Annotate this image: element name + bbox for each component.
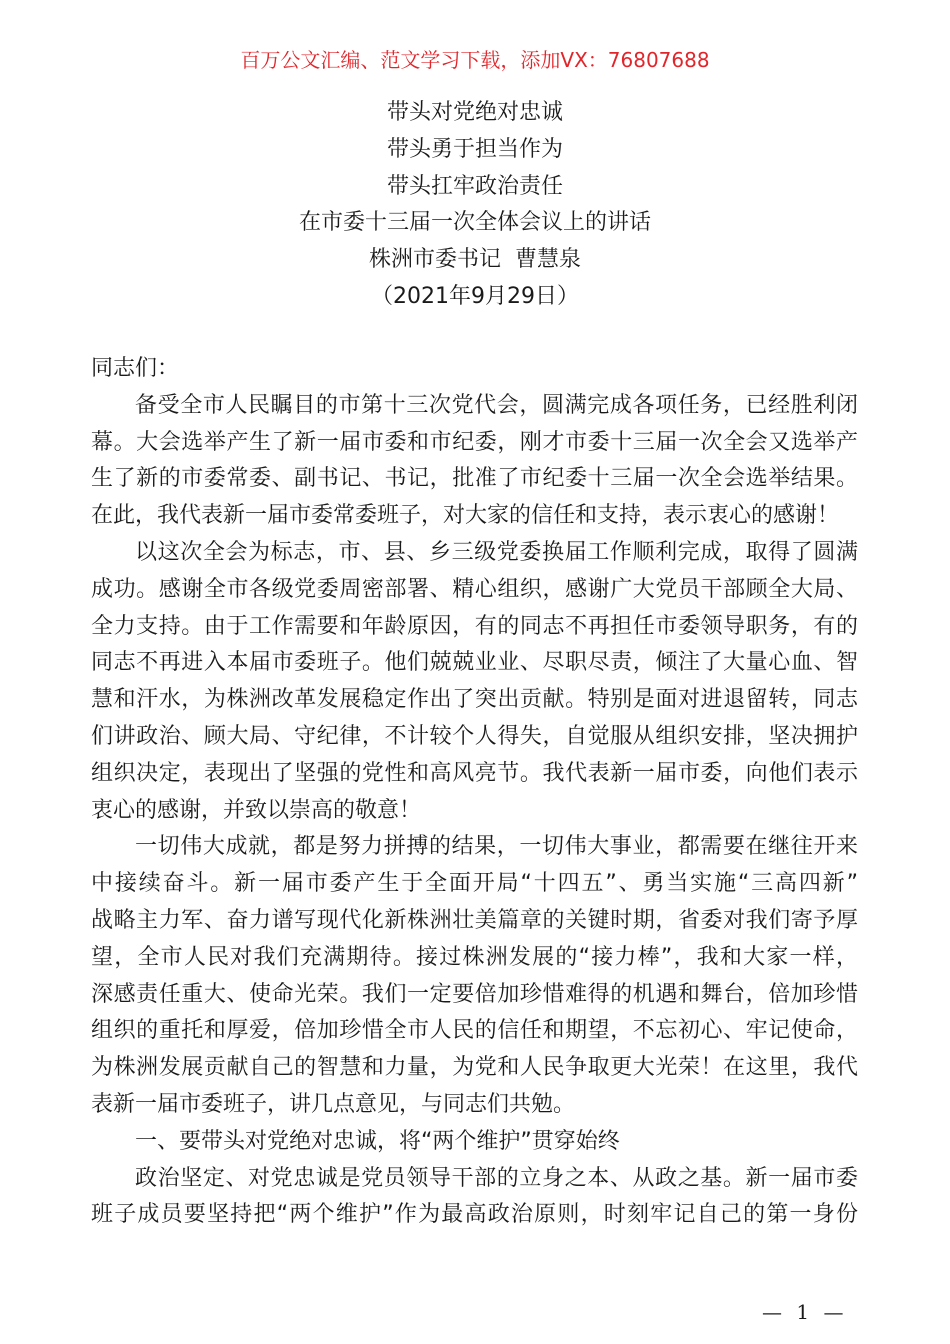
- text-line: 望，全市人民对我们充满期待。接过株洲发展的“接力棒”，我和大家一样，: [91, 944, 858, 970]
- text-line: 以这次全会为标志，市、县、乡三级党委换届工作顺利完成，取得了圆满: [135, 539, 858, 565]
- text-line: 成功。感谢全市各级党委周密部署、精心组织，感谢广大党员干部顾全大局、: [91, 576, 858, 602]
- text-line: 表新一届市委班子，讲几点意见，与同志们共勉。: [91, 1091, 576, 1117]
- text-line: 幕。大会选举产生了新一届市委和市纪委，刚才市委十三届一次全会又选举产: [91, 429, 858, 455]
- text-line: 在此，我代表新一届市委常委班子，对大家的信任和支持，表示衷心的感谢！: [91, 503, 840, 529]
- document-body: [91, 351, 858, 1234]
- text-line: 慧和汗水，为株洲改革发展稳定作出了突出贡献。特别是面对进退留转，同志: [91, 687, 858, 713]
- title-line-2: 带头勇于担当作为: [386, 136, 563, 162]
- watermark-banner: 百万公文汇编、范文学习下载，添加VX：76807688: [240, 48, 710, 72]
- speaker: 株洲市委书记 曹慧泉: [369, 247, 581, 273]
- page-number: — 1 —: [762, 1300, 848, 1324]
- title-block: [0, 95, 950, 316]
- title-line-1: 带头对党绝对忠诚: [386, 100, 563, 125]
- text-line: 同志不再进入本届市委班子。他们兢兢业业、尽职尽责，倾注了大量心血、智: [91, 650, 858, 676]
- text-line: 备受全市人民瞩目的市第十三次党代会，圆满完成各项任务，已经胜利闭: [135, 392, 858, 418]
- text-line: 为株洲发展贡献自己的智慧和力量，为党和人民争取更大光荣！在这里，我代: [91, 1055, 858, 1081]
- text-line: 全力支持。由于工作需要和年龄原因，有的同志不再担任市委领导职务，有的: [91, 613, 858, 639]
- speech-date: （2021年9月29日）: [371, 283, 579, 309]
- text-line: 一、要带头对党绝对忠诚，将“两个维护”贯穿始终: [135, 1128, 620, 1154]
- text-line: 组织决定，表现出了坚强的党性和高风亮节。我代表新一届市委，向他们表示: [91, 760, 858, 786]
- text-line: 生了新的市委常委、副书记、书记，批准了市纪委十三届一次全会选举结果。: [91, 466, 858, 492]
- text-line: 同志们：: [91, 356, 180, 381]
- text-line: 衷心的感谢，并致以崇高的敬意！: [91, 797, 422, 823]
- text-line: 中接续奋斗。新一届市委产生于全面开局“十四五”、勇当实施“三高四新”: [91, 871, 858, 897]
- paragraph: [91, 388, 858, 535]
- text-line: 班子成员要坚持把“两个维护”作为最高政治原则，时刻牢记自己的第一身份: [91, 1202, 858, 1228]
- text-line: 们讲政治、顾大局、守纪律，不计较个人得失，自觉服从组织安排，坚决拥护: [91, 723, 858, 749]
- speech-title: 在市委十三届一次全体会议上的讲话: [298, 210, 651, 236]
- text-line: 一切伟大成就，都是努力拼搏的结果，一切伟大事业，都需要在继往开来: [135, 834, 858, 860]
- title-line-3: 带头扛牢政治责任: [386, 173, 563, 199]
- salutation: [91, 351, 858, 388]
- paragraph: [91, 829, 858, 1123]
- paragraph: [91, 1161, 858, 1235]
- section-heading: [91, 1124, 858, 1161]
- text-line: 组织的重托和厚爱，倍加珍惜全市人民的信任和期望，不忘初心、牢记使命，: [91, 1018, 858, 1044]
- text-line: 深感责任重大、使命光荣。我们一定要倍加珍惜难得的机遇和舞台，倍加珍惜: [91, 981, 858, 1007]
- paragraph: [91, 535, 858, 829]
- text-line: 政治坚定、对党忠诚是党员领导干部的立身之本、从政之基。新一届市委: [135, 1165, 858, 1191]
- text-line: 战略主力军、奋力谱写现代化新株洲壮美篇章的关键时期，省委对我们寄予厚: [91, 907, 858, 933]
